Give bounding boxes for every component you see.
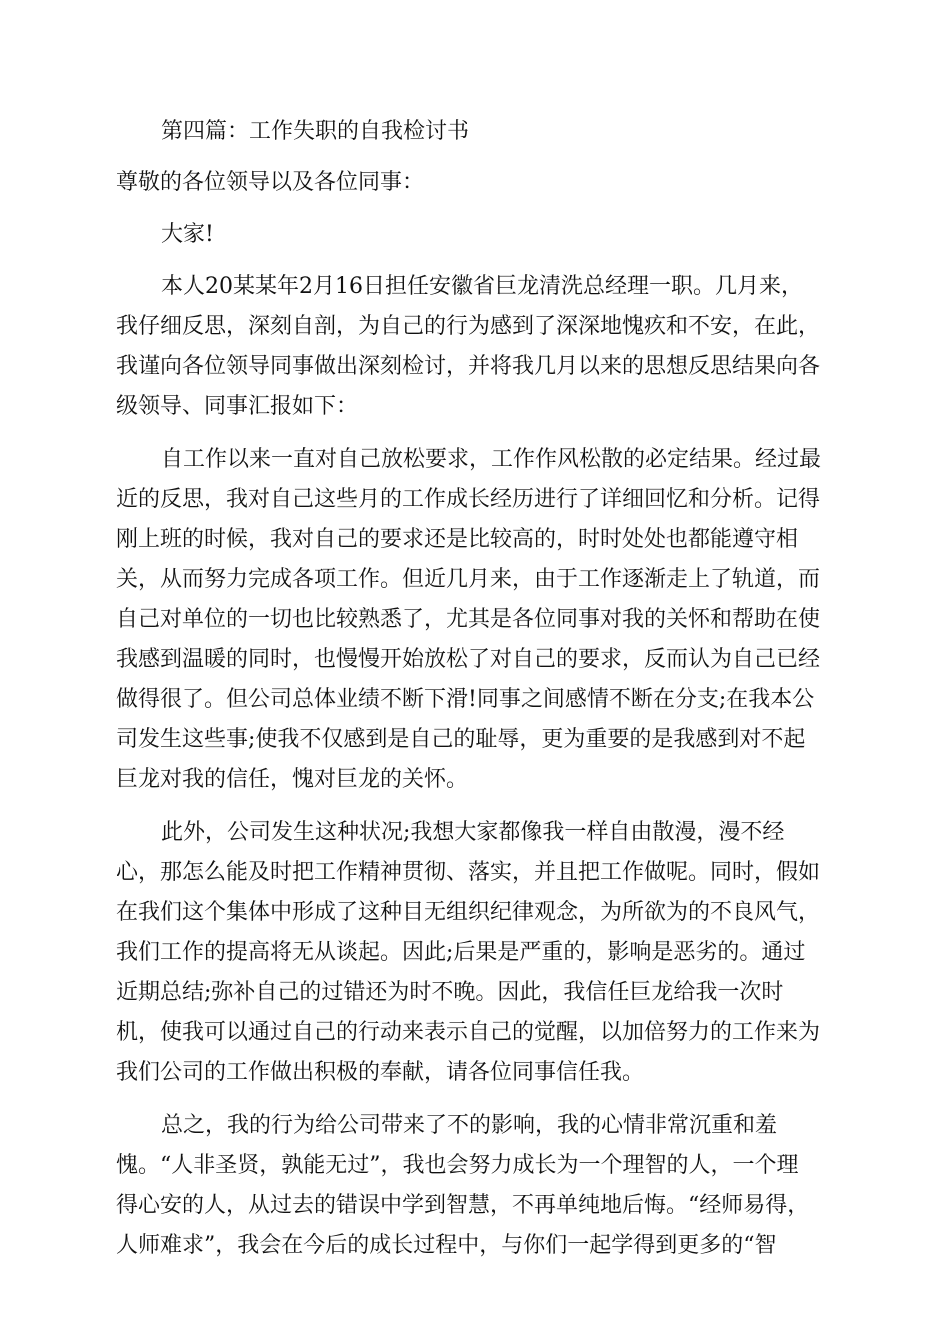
document-title: 第四篇：工作失职的自我检讨书 bbox=[161, 119, 470, 144]
paragraph-4-line-1: 总之，我的行为给公司带来了不的影响，我的心情非常沉重和羞 bbox=[161, 1113, 778, 1138]
paragraph-3-line-3: 在我们这个集体中形成了这种目无组织纪律观念，为所欲为的不良风气， bbox=[116, 900, 821, 925]
paragraph-2-line-3: 刚上班的时候，我对自己的要求还是比较高的，时时处处也都能遵守相 bbox=[116, 527, 799, 552]
paragraph-3-line-4: 我们工作的提高将无从谈起。因此;后果是严重的，影响是恶劣的。通过 bbox=[116, 940, 806, 965]
paragraph-3-line-2: 心，那怎么能及时把工作精神贯彻、落实，并且把工作做呢。同时，假如 bbox=[116, 860, 821, 885]
paragraph-3-line-1: 此外，公司发生这种状况;我想大家都像我一样自由散漫，漫不经 bbox=[161, 820, 785, 845]
paragraph-1-line-3: 我谨向各位领导同事做出深刻检讨，并将我几月以来的思想反思结果向各 bbox=[116, 354, 821, 379]
paragraph-1-line-4: 级领导、同事汇报如下： bbox=[116, 394, 359, 419]
paragraph-2-line-9: 巨龙对我的信任，愧对巨龙的关怀。 bbox=[116, 767, 469, 792]
paragraph-4-line-2: 愧。“人非圣贤，孰能无过”，我也会努力成长为一个理智的人，一个理 bbox=[116, 1153, 799, 1178]
paragraph-1-line-2: 我仔细反思，深刻自剖，为自己的行为感到了深深地愧疚和不安，在此， bbox=[116, 314, 821, 339]
paragraph-2-line-1: 自工作以来一直对自己放松要求，工作作风松散的必定结果。经过最 bbox=[161, 447, 822, 472]
paragraph-4-line-4: 人师难求”，我会在今后的成长过程中，与你们一起学得到更多的“智 bbox=[116, 1233, 777, 1258]
paragraph-2-line-5: 自己对单位的一切也比较熟悉了，尤其是各位同事对我的关怀和帮助在使 bbox=[116, 607, 821, 632]
paragraph-2-line-4: 关，从而努力完成各项工作。但近几月来，由于工作逐渐走上了轨道，而 bbox=[116, 567, 821, 592]
paragraph-2-line-2: 近的反思，我对自己这些月的工作成长经历进行了详细回忆和分析。记得 bbox=[116, 487, 821, 512]
paragraph-2-line-7: 做得很了。但公司总体业绩不断下滑!同事之间感情不断在分支;在我本公 bbox=[116, 687, 815, 712]
paragraph-3-line-5: 近期总结;弥补自己的过错还为时不晚。因此，我信任巨龙给我一次时 bbox=[116, 980, 784, 1005]
paragraph-2-line-8: 司发生这些事;使我不仅感到是自己的耻辱，更为重要的是我感到对不起 bbox=[116, 727, 806, 752]
paragraph-2-line-6: 我感到温暖的同时，也慢慢开始放松了对自己的要求，反而认为自己已经 bbox=[116, 647, 821, 672]
paragraph-3-line-6: 机，使我可以通过自己的行动来表示自己的觉醒，以加倍努力的工作来为 bbox=[116, 1020, 821, 1045]
paragraph-4-line-3: 得心安的人，从过去的错误中学到智慧，不再单纯地后悔。“经师易得， bbox=[116, 1193, 810, 1218]
paragraph-3-line-7: 我们公司的工作做出积极的奉献，请各位同事信任我。 bbox=[116, 1060, 645, 1085]
paragraph-1-line-1: 本人20某某年2月16日担任安徽省巨龙清洗总经理一职。几月来， bbox=[161, 274, 803, 299]
greeting: 大家! bbox=[161, 222, 214, 247]
salutation: 尊敬的各位领导以及各位同事： bbox=[116, 170, 425, 195]
